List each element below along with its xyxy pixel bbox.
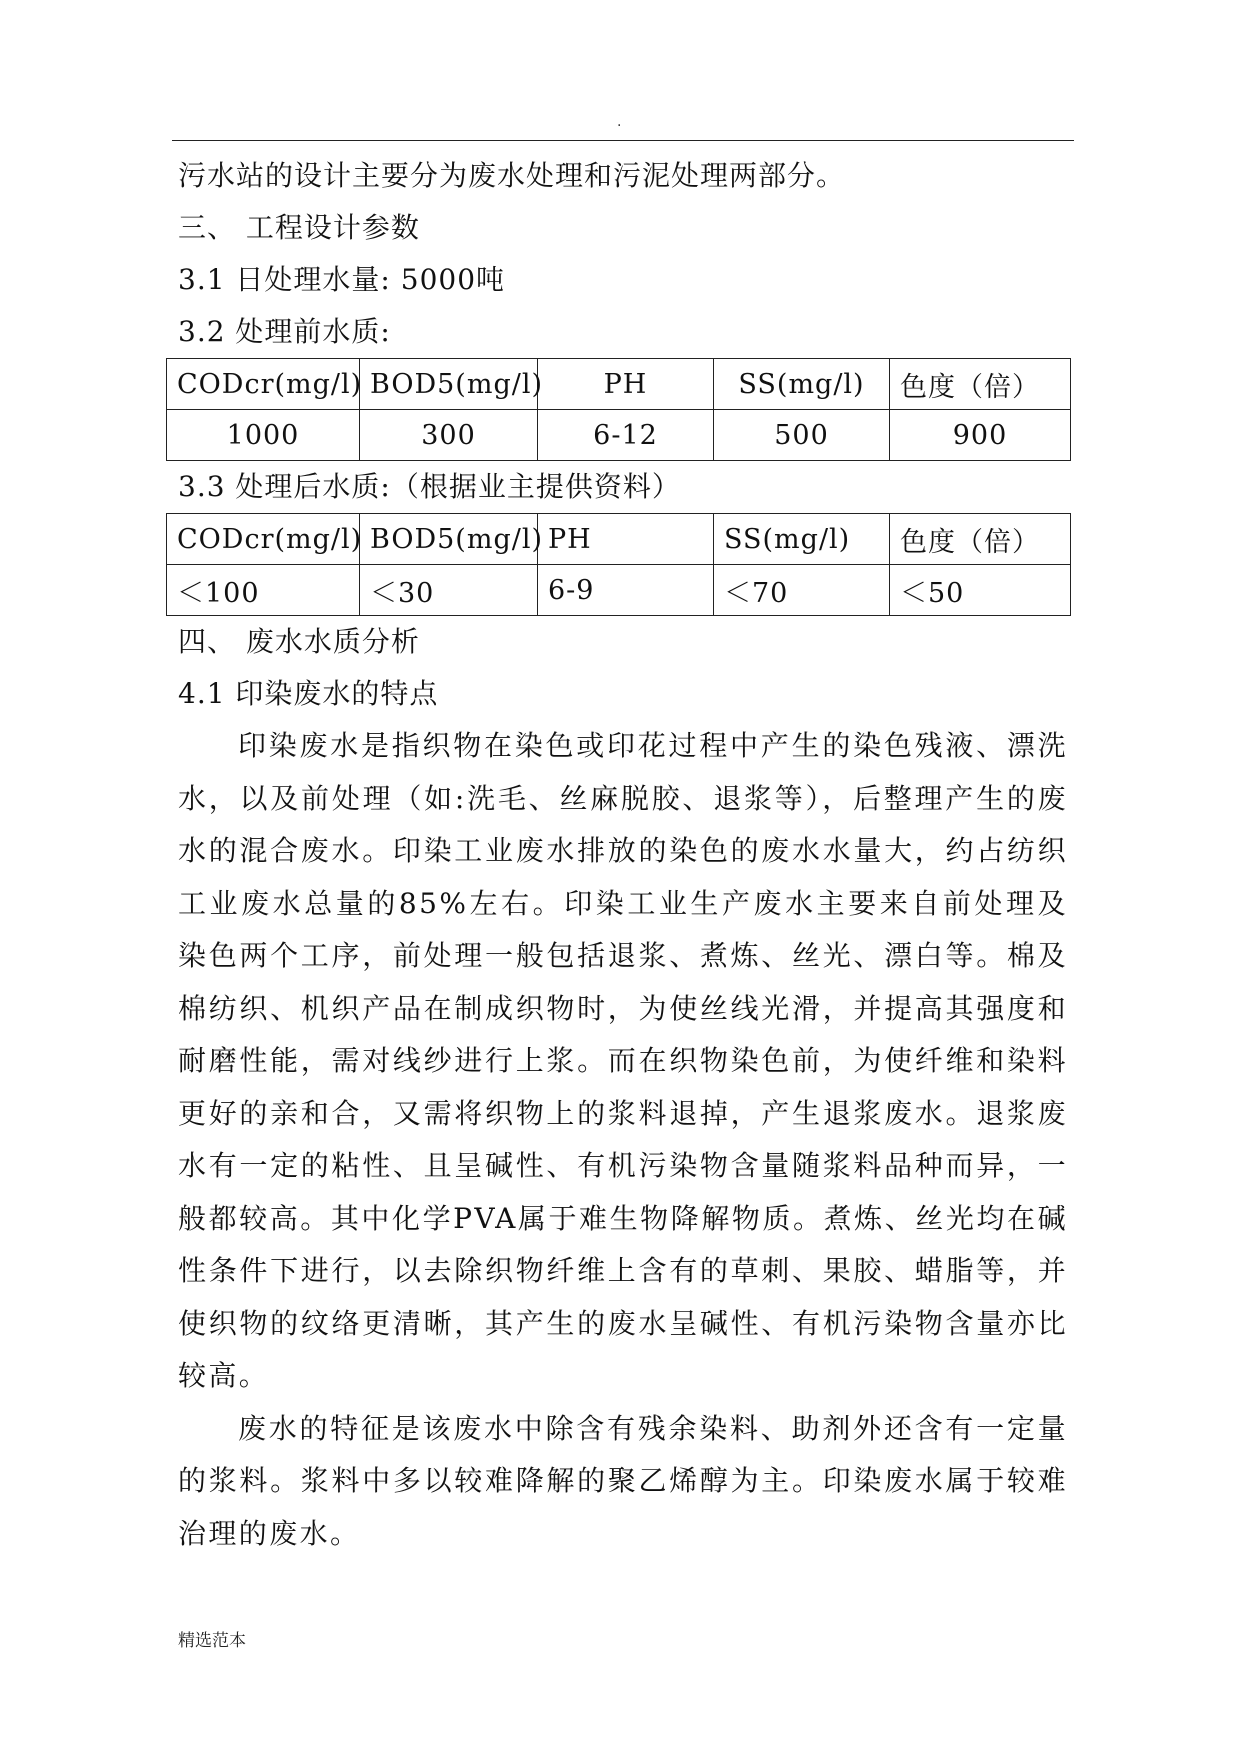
section-3-title: 三、 工程设计参数: [178, 211, 420, 244]
value-cell-ph: 6-12: [538, 410, 714, 461]
header-cell-ss: SS(mg/l): [714, 359, 890, 410]
section-4-title: 四、 废水水质分析: [178, 625, 420, 658]
header-rule: [172, 140, 1074, 141]
table-value-row: [167, 565, 1071, 616]
value-cell-bod5: ＜30: [360, 565, 538, 616]
value-cell-codcr: ＜100: [167, 565, 360, 616]
value-cell-color: ＜50: [890, 565, 1071, 616]
header-cell-color: 色度（倍）: [890, 514, 1071, 565]
table-value-row: [167, 410, 1071, 461]
header-cell-bod5: BOD5(mg/l): [360, 359, 538, 410]
header-cell-ss: SS(mg/l): [714, 514, 890, 565]
table-before-treatment: [166, 358, 1071, 461]
footer-label: 精选范本: [178, 1631, 246, 1651]
item-3-1: 3.1 日处理水量: 5000吨: [178, 263, 506, 296]
value-cell-ss: 500: [714, 410, 890, 461]
document-body: [178, 150, 1068, 1560]
value-cell-ph: 6-9: [538, 565, 714, 616]
paragraph-features: 废水的特征是该废水中除含有残余染料、助剂外还含有一定量的浆料。浆料中多以较难降解的聚乙烯醇为主。印染废水属于较难治理的废水。: [178, 1411, 1068, 1550]
paragraph-characteristics: 印染废水是指织物在染色或印花过程中产生的染色残液、漂洗水，以及前处理（如:洗毛、丝麻脱胶、退浆等），后整理产生的废水的混合废水。印染工业废水排放的染色的废水水量大，约占纺织工业废水总量的85%左右。印染工业生产废水主要来自前处理及染色两个工序，前处理一般包括退浆、煮炼、丝光、漂白等。棉及棉纺织、机织产品在制成织物时，为使丝线光滑，并提高其强度和耐磨性能，需对线纱进行上浆。而在织物染色前，为使纤维和染料更好的亲和合，又需将织物上的浆料退掉，产生退浆废水。退浆废水有一定的粘性、且呈碱性、有机污染物含量随浆料品种而异，一般都较高。其中化学PVA属于难生物降解物质。煮炼、丝光均在碱性条件下进行，以去除织物纤维上含有的草刺、果胶、蜡脂等，并使织物的纹络更清晰，其产生的废水呈碱性、有机污染物含量亦比较高。: [178, 729, 1068, 1392]
header-cell-bod5: BOD5(mg/l): [360, 514, 538, 565]
table-header-row: [167, 514, 1071, 565]
header-cell-color: 色度（倍）: [890, 359, 1071, 410]
header-cell-codcr: CODcr(mg/l): [167, 514, 360, 565]
value-cell-bod5: 300: [360, 410, 538, 461]
intro-line: 污水站的设计主要分为废水处理和污泥处理两部分。: [178, 159, 846, 192]
header-cell-codcr: CODcr(mg/l): [167, 359, 360, 410]
item-3-2: 3.2 处理前水质:: [178, 315, 391, 348]
value-cell-ss: ＜70: [714, 565, 890, 616]
header-cell-ph: PH: [538, 514, 714, 565]
item-3-3: 3.3 处理后水质:（根据业主提供资料）: [178, 470, 681, 503]
header-cell-ph: PH: [538, 359, 714, 410]
table-after-treatment: [166, 513, 1071, 616]
value-cell-color: 900: [890, 410, 1071, 461]
subsection-4-1-title: 4.1 印染废水的特点: [178, 677, 439, 710]
value-cell-codcr: 1000: [167, 410, 360, 461]
table-header-row: [167, 359, 1071, 410]
header-dot: .: [617, 114, 622, 130]
